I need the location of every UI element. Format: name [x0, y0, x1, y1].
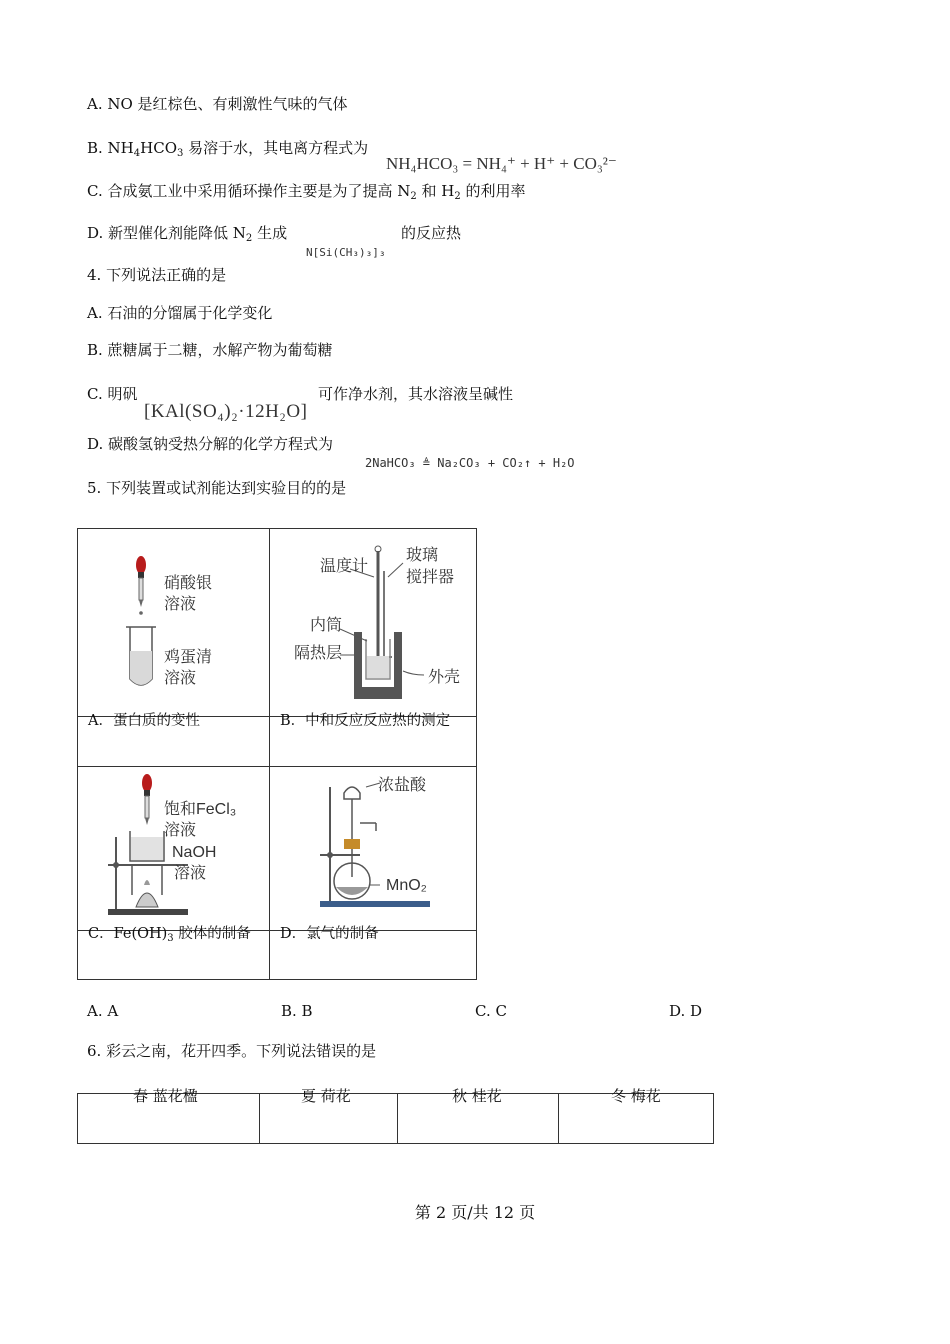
alum-formula: [KAl(SO₄)₂·12H₂O] — [144, 401, 308, 422]
q3-option-d-suffix: 的反应热 — [401, 224, 462, 242]
cell-b-label-5: 隔热层 — [294, 645, 343, 662]
cell-b-caption: B．中和反应反应热的测定 — [280, 713, 451, 729]
q3-option-d: D. 新型催化剂能降低 $N_2$ 生成 — [87, 224, 288, 244]
cell-a-label-1: 硝酸银 — [164, 575, 213, 592]
cell-a — [78, 529, 270, 767]
q6-stem: 6. 彩云之南，花开四季。下列说法错误的是 — [87, 1042, 377, 1060]
cell-c-caption: C．$Fe(OH)_3$ 胶体的制备 — [88, 926, 251, 944]
q4-option-c-suffix: 可作净水剂，其水溶液呈碱性 — [318, 385, 514, 403]
season-header-winter: 冬 梅花 — [611, 1087, 661, 1105]
q4-option-a: A. 石油的分馏属于化学变化 — [87, 304, 273, 322]
q5-choice-c[interactable]: C. C — [475, 1002, 507, 1020]
apparatus-table — [77, 528, 477, 980]
q4-stem: 4. 下列说法正确的是 — [87, 266, 227, 284]
cell-b-label-6: 外壳 — [428, 669, 461, 686]
season-header-autumn: 秋 桂花 — [452, 1087, 502, 1105]
cell-c-label-2: 溶液 — [164, 822, 197, 839]
q5-choice-a[interactable]: A. A — [87, 1002, 119, 1020]
cell-b — [270, 529, 477, 767]
season-header-spring: 春 蓝花楹 — [133, 1087, 198, 1105]
q3-option-b: B. $NH_4HCO_3$ 易溶于水，其电离方程式为 — [87, 139, 369, 159]
chlorine-generation-figure — [270, 767, 476, 927]
cell-a-label-4: 溶液 — [164, 670, 197, 687]
q4-option-c: C. 明矾 — [87, 385, 138, 403]
cell-c — [78, 767, 270, 980]
cell-c-label-4: 溶液 — [174, 865, 207, 882]
season-header-summer: 夏 荷花 — [301, 1087, 351, 1105]
dropper-test-tube-figure — [78, 529, 269, 714]
cell-d-label-2: MnO₂ — [386, 877, 427, 894]
cell-c-label-3: NaOH — [172, 844, 217, 861]
cell-a-caption: A．蛋白质的变性 — [88, 713, 200, 729]
cell-c-label-1: 饱和FeCl₃ — [164, 801, 237, 818]
ionization-equation: NH₄HCO₃ = NH₄⁺ + H⁺ + CO₃²⁻ — [386, 154, 617, 173]
cell-d-label-1: 浓盐酸 — [378, 777, 427, 794]
q4-option-d: D. 碳酸氢钠受热分解的化学方程式为 — [87, 435, 334, 453]
cell-a-label-2: 溶液 — [164, 596, 197, 613]
page-footer: 第 2 页/共 12 页 — [414, 1203, 536, 1222]
q3-option-c: C. 合成氨工业中采用循环操作主要是为了提高 $N_2$ 和 $H_2$ 的利用率 — [87, 182, 526, 202]
cell-b-label-2: 玻璃 — [406, 547, 439, 564]
calorimeter-figure — [270, 529, 476, 714]
cell-a-label-3: 鸡蛋清 — [164, 649, 213, 666]
q3-option-a: A. NO 是红棕色、有刺激性气味的气体 — [87, 95, 348, 113]
cell-d-caption: D．氯气的制备 — [280, 926, 379, 942]
silylamine-formula: N[Si(CH₃)₃]₃ — [306, 246, 386, 259]
cell-b-label-3: 搅拌器 — [406, 569, 455, 586]
q5-stem: 5. 下列装置或试剂能达到实验目的的是 — [87, 479, 347, 497]
q5-choice-d[interactable]: D. D — [669, 1002, 703, 1020]
cell-b-label-4: 内筒 — [310, 617, 343, 634]
decomposition-equation: 2NaHCO₃ ≜ Na₂CO₃ + CO₂↑ + H₂O — [365, 456, 575, 470]
colloid-heating-figure — [78, 767, 269, 927]
cell-d — [270, 767, 477, 980]
q5-choice-b[interactable]: B. B — [281, 1002, 313, 1020]
q4-option-b: B. 蔗糖属于二糖，水解产物为葡萄糖 — [87, 341, 333, 359]
cell-b-label-1: 温度计 — [320, 558, 369, 575]
